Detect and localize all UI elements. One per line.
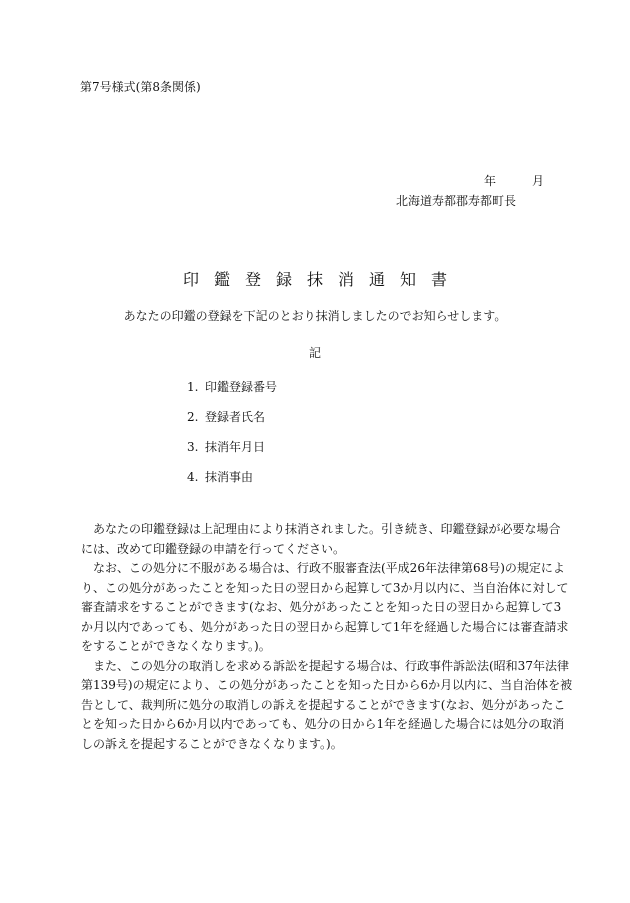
body-line: 告として、裁判所に処分の取消しの訴えを提起することができます(なお、処分があったこ xyxy=(81,697,566,712)
item-number: 2. xyxy=(187,410,199,424)
list-item xyxy=(187,379,277,395)
body-line: なお、この処分に不服がある場合は、行政不服審査法(平成26年法律第68号)の規定によ xyxy=(81,561,565,575)
list-item xyxy=(187,439,277,455)
year-label: 年 xyxy=(484,174,497,188)
item-label: 抹消年月日 xyxy=(205,440,266,454)
body-line: をすることができなくなります。)。 xyxy=(81,639,271,653)
list-item xyxy=(187,469,277,485)
body-line: には、改めて印鑑登録の申請を行ってください。 xyxy=(81,541,346,556)
body-line: 第139号)の規定により、この処分があったことを知った日から6か月以内に、当自治体を被 xyxy=(81,678,573,692)
body-line: とを知った日から6か月以内であっても、処分の日から1年を経過した場合には処分の取消 xyxy=(81,717,565,731)
issuer-name: 北海道寿都郡寿都町長 xyxy=(396,194,517,208)
item-label: 登録者氏名 xyxy=(205,410,266,424)
document-title: 印鑑登録抹消通知書 xyxy=(182,270,462,289)
body-paragraphs xyxy=(81,520,573,754)
body-line: り、この処分があったことを知った日の翌日から起算して3か月以内に、当自治体に対して xyxy=(81,580,569,595)
item-label: 抹消事由 xyxy=(205,470,254,484)
list-item xyxy=(187,409,277,425)
item-number: 3. xyxy=(187,440,199,454)
month-label: 月 xyxy=(532,174,545,188)
date-line xyxy=(484,173,544,189)
body-line: か月以内であっても、処分があった日の翌日から起算して1年を経過した場合には審査請求 xyxy=(81,619,569,634)
item-number: 4. xyxy=(187,470,199,484)
body-line: また、この処分の取消しを求める訴訟を提起する場合は、行政事件訴訟法(昭和37年法律 xyxy=(81,658,569,673)
body-line: 審査請求をすることができます(なお、処分があったことを知った日の翌日から起算して3 xyxy=(81,600,562,614)
ki-heading: 記 xyxy=(308,346,321,360)
item-label: 印鑑登録番号 xyxy=(205,380,278,394)
form-number-label: 第7号様式(第8条関係) xyxy=(80,80,201,94)
intro-text: あなたの印鑑の登録を下記のとおり抹消しましたのでお知らせします。 xyxy=(123,309,507,323)
item-number: 1. xyxy=(187,380,199,394)
body-line: しの訴えを提起することができなくなります。)。 xyxy=(81,736,343,751)
body-line: あなたの印鑑登録は上記理由により抹消されました。引き続き、印鑑登録が必要な場合 xyxy=(81,522,561,536)
item-list xyxy=(187,379,277,499)
